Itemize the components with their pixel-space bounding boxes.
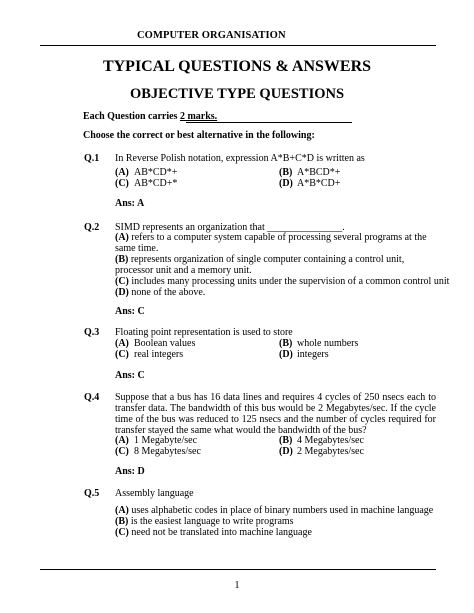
q3-option-a-label: (A)	[115, 338, 129, 349]
q3-option-d-text: integers	[297, 349, 329, 360]
q5-option-a-text: uses alphabetic codes in place of binary numbers used in machine language	[128, 505, 434, 516]
q2-option-a-label: (A)	[115, 232, 129, 243]
q5-option-c	[115, 527, 312, 538]
q2-option-d	[115, 287, 205, 298]
marks-label: Each Question carries	[83, 111, 180, 122]
marks-value: 2 marks.	[179, 111, 218, 122]
q4-option-b-text: 4 Megabytes/sec	[297, 435, 364, 446]
q2-answer: Ans: C	[115, 306, 145, 317]
q1-option-c-text: AB*CD+*	[134, 178, 178, 189]
q2-number: Q.2	[84, 222, 100, 233]
page-title: TYPICAL QUESTIONS & ANSWERS	[102, 58, 372, 75]
q1-option-a-label: (A)	[115, 167, 129, 178]
instruction: Choose the correct or best alternative in the following:	[83, 130, 315, 141]
q5-option-a-label: (A)	[115, 505, 129, 516]
q5-number: Q.5	[84, 488, 100, 499]
q2-option-d-text: none of the above.	[128, 287, 206, 298]
q2-option-c	[115, 276, 449, 287]
q5-option-b-text: is the easiest language to write programs	[128, 516, 294, 527]
page-subtitle: OBJECTIVE TYPE QUESTIONS	[129, 86, 345, 102]
q4-option-b-label: (B)	[279, 435, 293, 446]
q1-option-b-text: A*BCD*+	[297, 167, 341, 178]
q4-option-c-text: 8 Megabytes/sec	[134, 446, 201, 457]
marks-underline	[186, 122, 352, 123]
q1-answer: Ans: A	[115, 198, 145, 209]
q4-text: Suppose that a bus has 16 data lines and requires 4 cycles of 250 nsecs each to transfer data. The bandwidth of this bus would be 2 Megabytes/sec. If the cycle time of the bus was reduced to 125 nsecs and the number of cycles required for transfer stayed the same what would the bandwidth of the bus?	[115, 392, 436, 436]
q3-option-b-text: whole numbers	[297, 338, 359, 349]
q5-option-c-label: (C)	[115, 527, 129, 538]
q3-text: Floating point representation is used to store	[115, 327, 293, 338]
q3-option-c-label: (C)	[115, 349, 129, 360]
q4-option-d-text: 2 Megabytes/sec	[297, 446, 364, 457]
q5-option-c-text: need not be translated into machine language	[128, 527, 312, 538]
header-rule	[40, 45, 436, 46]
q3-option-c-text: real integers	[134, 349, 184, 360]
q2-text: SIMD represents an organization that _______________.	[115, 222, 345, 233]
footer-rule	[40, 569, 436, 570]
q1-option-c-label: (C)	[115, 178, 129, 189]
q1-option-d-label: (D)	[279, 178, 293, 189]
q5-text: Assembly language	[115, 488, 194, 499]
q2-option-d-label: (D)	[115, 287, 129, 298]
marks-line	[83, 111, 217, 122]
q4-number: Q.4	[84, 392, 100, 403]
q1-number: Q.1	[84, 153, 100, 164]
q3-option-a-text: Boolean values	[134, 338, 196, 349]
q1-text: In Reverse Polish notation, expression A*B+C*D is written as	[115, 153, 365, 164]
page-number: 1	[234, 580, 240, 591]
q2-option-b-text: represents organization of single computer containing a control unit, processor unit and a memory unit.	[115, 254, 405, 276]
q3-answer: Ans: C	[115, 370, 145, 381]
q2-option-a	[115, 232, 440, 254]
q5-option-b-label: (B)	[115, 516, 129, 527]
q5-option-b	[115, 516, 294, 527]
q3-option-b-label: (B)	[279, 338, 293, 349]
q2-option-b	[115, 254, 440, 276]
q4-answer: Ans: D	[115, 466, 145, 477]
q1-option-b-label: (B)	[279, 167, 293, 178]
q2-option-a-text: refers to a computer system capable of processing several programs at the same time.	[115, 232, 427, 254]
q4-option-c-label: (C)	[115, 446, 129, 457]
q3-option-d-label: (D)	[279, 349, 293, 360]
running-header: COMPUTER ORGANISATION	[137, 30, 286, 41]
q5-option-a	[115, 505, 433, 516]
q4-option-a-text: 1 Megabyte/sec	[134, 435, 198, 446]
q2-option-c-label: (C)	[115, 276, 129, 287]
q4-option-a-label: (A)	[115, 435, 129, 446]
q4-option-d-label: (D)	[279, 446, 293, 457]
q3-number: Q.3	[84, 327, 100, 338]
q2-option-c-text: includes many processing units under the supervision of a common control unit	[128, 276, 450, 287]
q2-option-b-label: (B)	[115, 254, 129, 265]
q1-option-d-text: A*B*CD+	[297, 178, 341, 189]
q1-option-a-text: AB*CD*+	[134, 167, 178, 178]
